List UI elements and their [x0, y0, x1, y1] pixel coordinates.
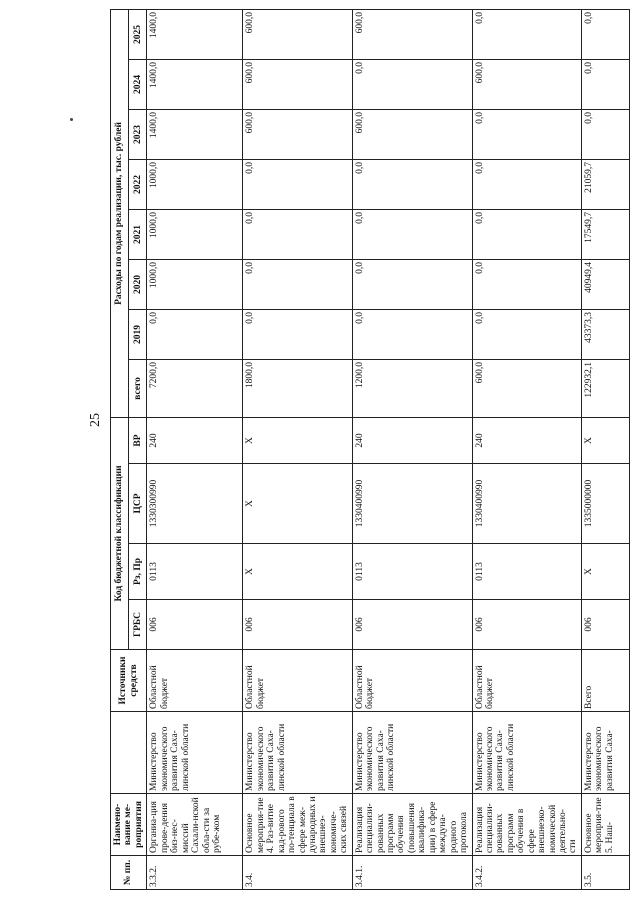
table-cell-total: 122932,1 [581, 359, 629, 417]
col-year-header: 2024 [129, 59, 147, 109]
table-cell-y2021: 0,0 [352, 209, 472, 259]
col-year-header: 2019 [129, 309, 147, 359]
table-cell-y2020: 0,0 [472, 259, 581, 309]
rotated-table-wrapper [110, 10, 615, 890]
table-cell-no: 3.4.2. [472, 856, 581, 890]
table-cell-funds: Областной бюджет [472, 650, 581, 712]
table-cell-grbs: 006 [147, 600, 243, 650]
table-cell-vr: 240 [352, 417, 472, 463]
budget-table [110, 9, 630, 890]
table-cell-name: Реализация специализи-рованных программ обучения (повышения квалифика-ции) в сфере междуна-родного протокола [352, 794, 472, 856]
table-cell-no: 3.5. [581, 856, 629, 890]
col-grbs-header: ГРБС [129, 600, 147, 650]
table-cell-rzpr: X [243, 544, 352, 600]
table-cell-name: Органиа-ция прове-дения биз-нес-миссий Сахали-нской обла-сти за рубе-жом [147, 794, 243, 856]
table-cell-name: Основное мероприя-тие 4. Раз-витие кад-рового по-тенциала в сфере меж-дународных и внешнеэ-кономиче-ских связей [243, 794, 352, 856]
table-cell-y2025: 600,0 [352, 9, 472, 59]
table-cell-no: 3.3.2. [147, 856, 243, 890]
table-cell-y2025: 0,0 [472, 9, 581, 59]
table-cell-y2021: 17549,7 [581, 209, 629, 259]
table-cell-y2020: 0,0 [243, 259, 352, 309]
col-vr-header: ВР [129, 417, 147, 463]
table-cell-total: 1800,0 [243, 359, 352, 417]
table-cell-y2022: 0,0 [352, 159, 472, 209]
table-row [352, 9, 472, 889]
table-cell-y2023: 600,0 [352, 109, 472, 159]
table-cell-executor: Министерство экономического развития Саха-линской области [352, 712, 472, 794]
table-cell-name: Основное мероприя-тие 5. Наш- [581, 794, 629, 856]
table-cell-no: 3.4.1. [352, 856, 472, 890]
table-cell-name: Реализация специализи-рованных программ обучения в сфере внешнеэко-номической деятельно-сти [472, 794, 581, 856]
table-cell-y2025: 0,0 [581, 9, 629, 59]
table-cell-vr: 240 [472, 417, 581, 463]
table-cell-y2024: 1400,0 [147, 59, 243, 109]
table-cell-csr: X [243, 464, 352, 544]
col-name-header: Наимено-вание ме-роприятия [111, 794, 147, 856]
table-cell-y2025: 1400,0 [147, 9, 243, 59]
table-cell-grbs: 006 [581, 600, 629, 650]
table-cell-rzpr: 0113 [147, 544, 243, 600]
costs-group-header: Расходы по годам реализации, тыс. рублей [111, 9, 129, 417]
page-number: 25 [88, 413, 103, 427]
table-cell-y2020: 0,0 [352, 259, 472, 309]
table-cell-funds: Областной бюджет [147, 650, 243, 712]
table-cell-total: 1200,0 [352, 359, 472, 417]
table-cell-funds: Всего [581, 650, 629, 712]
col-funds-header: Источники средств [111, 650, 147, 712]
table-cell-y2019: 0,0 [472, 309, 581, 359]
table-cell-executor: Министерство экономического развития Саха-линской области [147, 712, 243, 794]
table-cell-y2025: 600,0 [243, 9, 352, 59]
table-cell-grbs: 006 [243, 600, 352, 650]
table-body [147, 9, 630, 889]
budget-code-group-header: Код бюджетной классификации [111, 417, 129, 649]
table-cell-y2021: 0,0 [472, 209, 581, 259]
table-cell-y2022: 21059,7 [581, 159, 629, 209]
table-cell-y2021: 1000,0 [147, 209, 243, 259]
table-cell-grbs: 006 [352, 600, 472, 650]
table-row [243, 9, 352, 889]
table-cell-funds: Областной бюджет [243, 650, 352, 712]
table-cell-vr: X [243, 417, 352, 463]
table-row [581, 9, 629, 889]
table-cell-y2023: 0,0 [472, 109, 581, 159]
table-cell-executor: Министерство экономического развития Саха-линской области [243, 712, 352, 794]
table-cell-y2024: 0,0 [581, 59, 629, 109]
table-cell-y2019: 0,0 [147, 309, 243, 359]
table-cell-csr: 1335000000 [581, 464, 629, 544]
table-cell-y2020: 1000,0 [147, 259, 243, 309]
table-cell-y2019: 43373,3 [581, 309, 629, 359]
col-year-header: 2020 [129, 259, 147, 309]
col-executor-header [111, 712, 147, 794]
col-no-header: № пп. [111, 856, 147, 890]
table-cell-csr: 1330300990 [147, 464, 243, 544]
col-year-header: 2025 [129, 9, 147, 59]
col-total-header: всего [129, 359, 147, 417]
table-cell-y2023: 0,0 [581, 109, 629, 159]
table-cell-total: 600,0 [472, 359, 581, 417]
scan-speck [70, 118, 73, 121]
table-cell-funds: Областной бюджет [352, 650, 472, 712]
table-cell-y2024: 600,0 [472, 59, 581, 109]
table-cell-y2023: 1400,0 [147, 109, 243, 159]
table-cell-y2022: 0,0 [243, 159, 352, 209]
col-year-header: 2022 [129, 159, 147, 209]
table-cell-y2022: 0,0 [472, 159, 581, 209]
table-cell-rzpr: 0113 [472, 544, 581, 600]
table-cell-y2021: 0,0 [243, 209, 352, 259]
table-cell-y2019: 0,0 [243, 309, 352, 359]
col-csr-header: ЦСР [129, 464, 147, 544]
table-cell-no: 3.4. [243, 856, 352, 890]
table-cell-rzpr: 0113 [352, 544, 472, 600]
table-cell-grbs: 006 [472, 600, 581, 650]
table-cell-y2024: 600,0 [243, 59, 352, 109]
table-cell-executor: Министерство экономического развития Саха-линской области [472, 712, 581, 794]
table-cell-csr: 1330400990 [472, 464, 581, 544]
col-year-header: 2023 [129, 109, 147, 159]
table-cell-y2019: 0,0 [352, 309, 472, 359]
table-cell-csr: 1330400990 [352, 464, 472, 544]
table-cell-y2022: 1000,0 [147, 159, 243, 209]
table-cell-y2020: 40949,4 [581, 259, 629, 309]
table-cell-rzpr: X [581, 544, 629, 600]
table-row [472, 9, 581, 889]
table-row [147, 9, 243, 889]
col-year-header: 2021 [129, 209, 147, 259]
header-row-1 [111, 9, 129, 889]
table-cell-vr: 240 [147, 417, 243, 463]
table-cell-executor: Министерство экономического развития Саха- [581, 712, 629, 794]
table-cell-vr: X [581, 417, 629, 463]
table-cell-y2023: 600,0 [243, 109, 352, 159]
table-cell-y2024: 0,0 [352, 59, 472, 109]
table-cell-total: 7200,0 [147, 359, 243, 417]
col-rzpr-header: Рз, Пр [129, 544, 147, 600]
